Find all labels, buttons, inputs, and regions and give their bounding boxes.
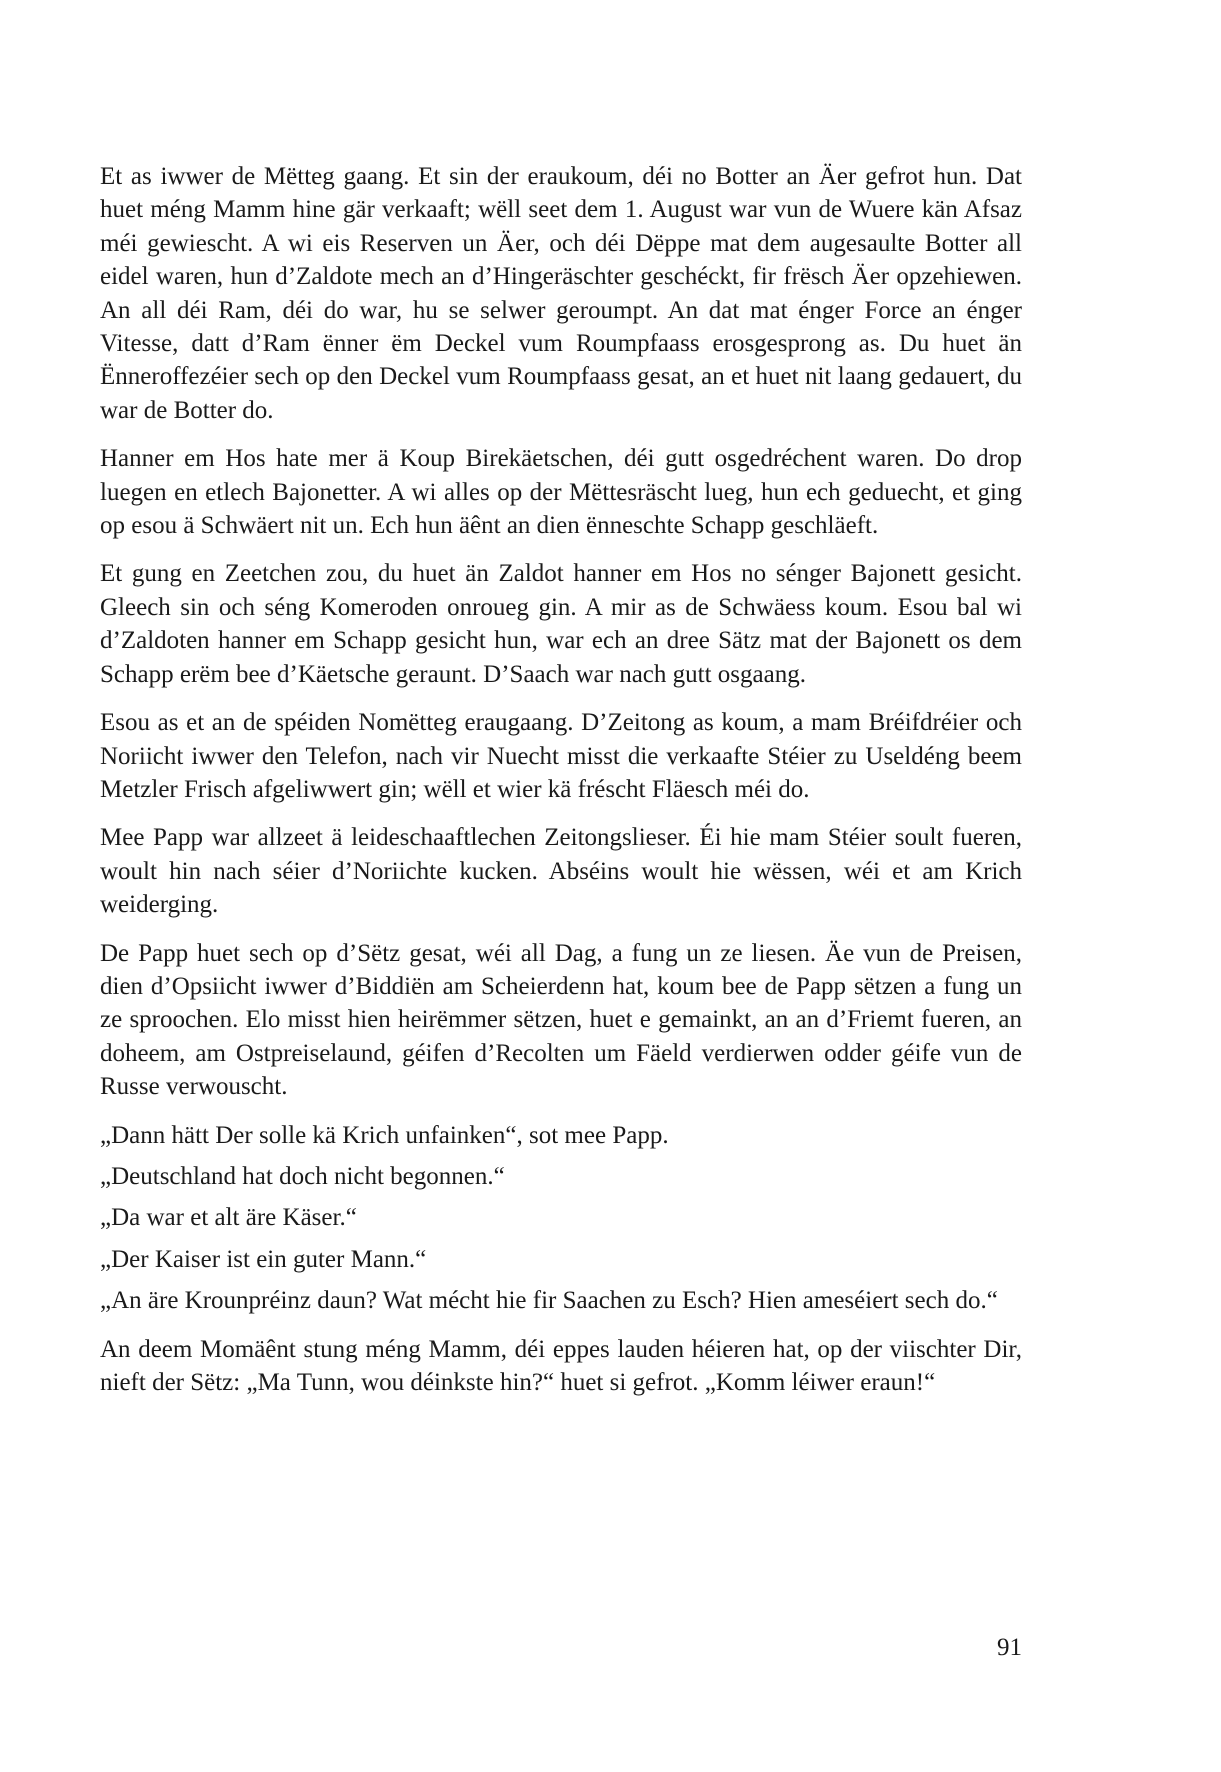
dialogue-line: „Der Kaiser ist ein guter Mann.“ xyxy=(100,1245,427,1273)
paragraph: Hanner em Hos hate mer ä Koup Birekäetschen, déi gutt osgedréchent waren. Do drop luegen en etlech Bajonetter. A wi alles op der Mëttesräscht lueg, hun ech geduecht, et ging op esou ä Schwäert nit un. Ech hun äênt an dien ënneschte Schapp geschläeft. xyxy=(100,445,1022,540)
paragraph: De Papp huet sech op d’Sëtz gesat, wéi all Dag, a fung un ze liesen. Äe vun de Preisen, dien d’Opsiicht iwwer d’Biddiën am Scheierdenn hat, koum bee de Papp sëtzen a fung un ze sproochen. Elo misst hien heirëmmer sëtzen, huet e gemainkt, an an d’Friemt fueren, an doheem, am Ostpreiselaund, géifen d’Recolten um Fäeld verdierwen odder géife vun de Russe verwouscht. xyxy=(100,939,1022,1101)
body-text xyxy=(100,160,1022,1414)
paragraph: An deem Momäênt stung méng Mamm, déi eppes lauden héieren hat, op der viischter Dir, nieft der Sëtz: „Ma Tunn, wou déinkste hin?“ huet si gefrot. „Komm léiwer eraun!“ xyxy=(100,1335,1022,1396)
dialogue-line: „Deutschland hat doch nicht begonnen.“ xyxy=(100,1162,505,1190)
dialogue-line: „Da war et alt äre Käser.“ xyxy=(100,1204,357,1232)
paragraph: Et gung en Zeetchen zou, du huet än Zaldot hanner em Hos no sénger Bajonett gesicht. Gleech sin och séng Komeroden onroueg gin. A mir as de Schwäess koum. Esou bal wi d’Zaldoten hanner em Schapp gesicht hun, war ech an dree Sätz mat der Bajonett os dem Schapp erëm bee d’Käetsche geraunt. D’Saach war nach gutt osgaang. xyxy=(100,560,1022,688)
dialogue-line: „An äre Krounpréinz daun? Wat mécht hie fir Saachen zu Esch? Hien ameséiert sech do.“ xyxy=(100,1287,998,1315)
page-number: 91 xyxy=(997,1634,1022,1661)
paragraph: Esou as et an de spéiden Nomëtteg eraugaang. D’Zeitong as koum, a mam Bréifdréier och Noriicht iwwer den Telefon, nach vir Nuecht misst die verkaafte Stéier zu Useldéng beem Metzler Frisch afgeliwwert gin; wëll et wier kä fréscht Fläesch méi do. xyxy=(100,709,1022,803)
paragraph: Et as iwwer de Mëtteg gaang. Et sin der eraukoum, déi no Botter an Äer gefrot hun. Dat huet méng Mamm hine gär verkaaft; wëll seet dem 1. August war vun de Wuere kän Afsaz méi gewiescht. A wi eis Reserven un Äer, och déi Dëppe mat dem augesaulte Botter all eidel waren, hun d’Zaldote mech an d’Hingeräschter geschéckt, fir frësch Äer opzehiewen. An all déi Ram, déi do war, hu se selwer geroumpt. An dat mat énger Force an énger Vitesse, datt d’Ram ënner ëm Deckel vum Roumpfaass erosgesprong as. Du huet än Ënneroffezéier sech op den Deckel vum Roumpfaass gesat, an et huet nit laang gedauert, du war de Botter do. xyxy=(100,163,1022,424)
dialogue-line: „Dann hätt Der solle kä Krich unfainken“, sot mee Papp. xyxy=(100,1121,669,1149)
paragraph: Mee Papp war allzeet ä leideschaaftlechen Zeitongslieser. Éi hie mam Stéier soult fueren, woult hin nach séier d’Noriichte kucken. Abséins woult hie wëssen, wéi et am Krich weiderging. xyxy=(100,824,1022,919)
